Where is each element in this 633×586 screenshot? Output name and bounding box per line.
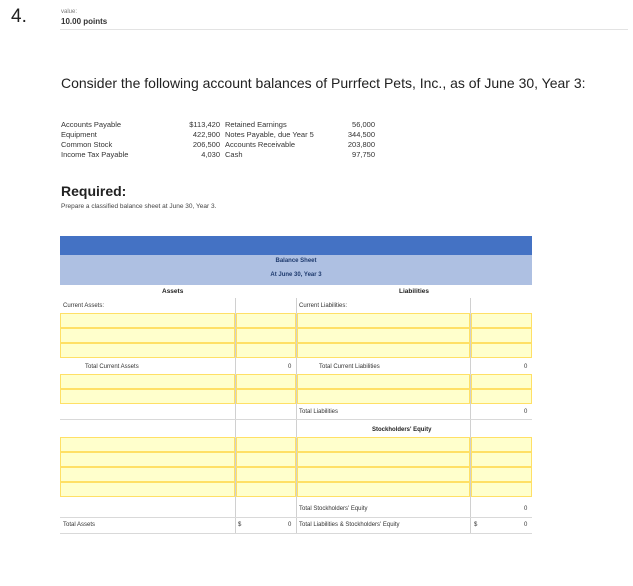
equity-amount-input[interactable]	[471, 467, 532, 482]
total-liabilities-equity-label: Total Liabilities & Stockholders' Equity	[299, 522, 400, 528]
asset-amount-input[interactable]	[236, 374, 296, 389]
asset-amount-input[interactable]	[236, 452, 296, 467]
asset-name-input[interactable]	[60, 452, 235, 467]
liability-amount-input[interactable]	[471, 343, 532, 358]
balance-value: $113,420	[189, 120, 220, 129]
liability-name-input[interactable]	[297, 313, 470, 328]
asset-name-input[interactable]	[60, 389, 235, 404]
asset-name-input[interactable]	[60, 482, 235, 497]
balance-name: Accounts Receivable	[225, 140, 296, 149]
equity-name-input[interactable]	[297, 482, 470, 497]
equity-amount-input[interactable]	[471, 437, 532, 452]
liability-name-input[interactable]	[297, 374, 470, 389]
balance-value: 56,000	[352, 120, 375, 129]
liabilities-header: Liabilities	[399, 288, 429, 295]
balance-sheet-date: At June 30, Year 3	[270, 272, 322, 278]
total-current-liabilities-value: 0	[524, 364, 528, 370]
total-liabilities-label: Total Liabilities	[299, 409, 339, 415]
total-stockholders-equity-label: Total Stockholders' Equity	[299, 506, 368, 512]
assets-header: Assets	[162, 288, 184, 295]
liability-name-input[interactable]	[297, 389, 470, 404]
total-current-assets-label: Total Current Assets	[85, 364, 139, 370]
balance-name: Accounts Payable	[61, 120, 122, 129]
balance-value: 97,750	[352, 150, 375, 159]
required-text: Prepare a classified balance sheet at June 30, Year 3.	[61, 203, 217, 210]
asset-amount-input[interactable]	[236, 313, 296, 328]
asset-name-input[interactable]	[60, 313, 235, 328]
asset-amount-input[interactable]	[236, 328, 296, 343]
asset-name-input[interactable]	[60, 328, 235, 343]
balance-name: Income Tax Payable	[61, 150, 129, 159]
current-assets-label: Current Assets:	[63, 303, 105, 309]
question-number: 4.	[11, 6, 27, 27]
balance-name: Equipment	[61, 130, 97, 139]
equity-amount-input[interactable]	[471, 452, 532, 467]
equity-name-input[interactable]	[297, 452, 470, 467]
balance-value: 422,900	[192, 130, 220, 139]
balance-value: 203,800	[347, 140, 375, 149]
balances-left-names	[61, 120, 128, 160]
total-liabilities-value: 0	[524, 409, 528, 415]
liability-amount-input[interactable]	[471, 313, 532, 328]
balance-value: 344,500	[347, 130, 375, 139]
liability-name-input[interactable]	[297, 343, 470, 358]
liability-amount-input[interactable]	[471, 374, 532, 389]
total-liabilities-equity-value: 0	[524, 522, 528, 528]
total-liabilities-equity-dollar-sign: $	[474, 522, 478, 528]
table-row	[60, 419, 532, 438]
total-stockholders-equity-value: 0	[524, 506, 528, 512]
balance-name: Notes Payable, due Year 5	[225, 130, 314, 139]
asset-amount-input[interactable]	[236, 343, 296, 358]
balance-name: Common Stock	[61, 140, 113, 149]
asset-name-input[interactable]	[60, 343, 235, 358]
total-assets-label: Total Assets	[63, 522, 96, 528]
header-divider	[60, 29, 628, 30]
points-label: 10.00 points	[61, 17, 108, 26]
total-assets-dollar-sign: $	[238, 522, 242, 528]
liability-name-input[interactable]	[297, 328, 470, 343]
table-row	[60, 404, 532, 420]
table-row	[60, 517, 532, 534]
equity-amount-input[interactable]	[471, 482, 532, 497]
asset-name-input[interactable]	[60, 467, 235, 482]
asset-amount-input[interactable]	[236, 482, 296, 497]
equity-name-input[interactable]	[297, 437, 470, 452]
liability-amount-input[interactable]	[471, 389, 532, 404]
asset-name-input[interactable]	[60, 437, 235, 452]
balances-left-values	[170, 120, 220, 160]
value-label: value:	[61, 9, 78, 15]
total-current-assets-value: 0	[288, 364, 292, 370]
asset-amount-input[interactable]	[236, 389, 296, 404]
asset-amount-input[interactable]	[236, 467, 296, 482]
balance-sheet-title: Balance Sheet	[275, 258, 317, 264]
balance-value: 4,030	[201, 150, 220, 159]
asset-name-input[interactable]	[60, 374, 235, 389]
balances-right-values	[330, 120, 375, 160]
asset-amount-input[interactable]	[236, 437, 296, 452]
balance-value: 206,500	[192, 140, 220, 149]
table-row	[60, 497, 532, 518]
balances-right-names	[225, 120, 314, 160]
stockholders-equity-header: Stockholders' Equity	[372, 427, 432, 433]
balance-sheet-top-bar	[60, 236, 532, 255]
total-assets-value: 0	[288, 522, 292, 528]
question-prompt: Consider the following account balances of Purrfect Pets, Inc., as of June 30, Year 3:	[61, 75, 586, 91]
liability-amount-input[interactable]	[471, 328, 532, 343]
equity-name-input[interactable]	[297, 467, 470, 482]
required-heading: Required:	[61, 183, 127, 199]
balance-name: Retained Earnings	[225, 120, 287, 129]
current-liabilities-label: Current Liabilities:	[299, 303, 348, 309]
balance-name: Cash	[225, 150, 243, 159]
total-current-liabilities-label: Total Current Liabilities	[319, 364, 380, 370]
table-row	[60, 298, 532, 314]
